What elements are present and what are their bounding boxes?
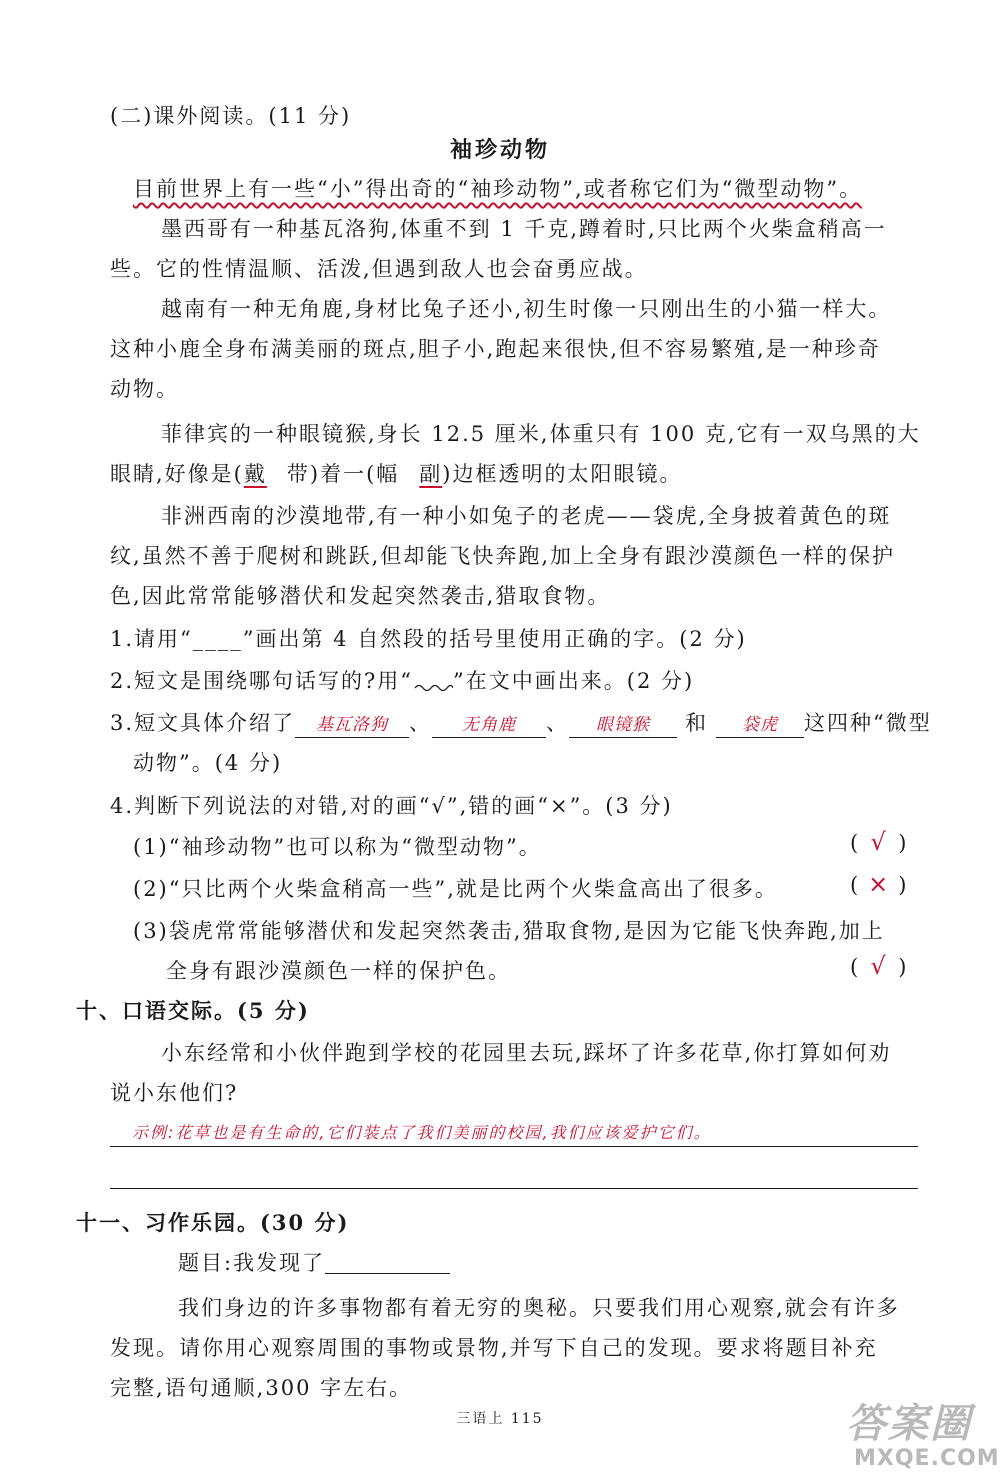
question-2 [110,665,694,695]
q3-answer-3: 眼镜猴 [569,713,677,738]
paragraph-3-line-3: 动物。 [110,377,179,401]
p4-text-b: )着一( [309,462,377,486]
paragraph-3-line-1: 越南有一种无角鹿,身材比兔子还小,初生时像一只刚出生的小猫一样大。 [161,297,892,321]
topic-blank [325,1251,450,1274]
section-10-heading: 十、口语交际。(5 分) [76,998,310,1023]
check-mark-icon: √ [870,952,886,980]
watermark-small-text: MXQE.COM [854,1446,1000,1471]
q2-text-a: 2.短文是围绕哪句话写的?用“ [110,669,414,693]
check-mark-icon: √ [870,828,886,856]
q3-text-a: 3.短文具体介绍了 [110,711,296,735]
answer-line-2 [110,1188,918,1189]
section-10-line-1: 小东经常和小伙伴跑到学校的花园里去玩,踩坏了许多花草,你打算如何劝 [161,1041,892,1065]
section-11-heading: 十一、习作乐园。(30 分) [76,1210,350,1235]
section-11-line-1: 我们身边的许多事物都有着无穷的奥秘。只要我们用心观察,就会有许多 [178,1296,900,1320]
section-11-line-3: 完整,语句通顺,300 字左右。 [110,1376,413,1400]
section-11-line-2: 发现。请你用心观察周围的事物或景物,并写下自己的发现。要求将题目补充 [110,1336,878,1360]
cross-mark-icon: × [868,870,889,898]
paragraph-5-line-3: 色,因此常常能够潜伏和发起突然袭击,猎取食物。 [110,584,611,608]
question-3 [110,707,932,738]
q4-item-3-line-1: (3)袋虎常常能够潜伏和发起突然袭击,猎取食物,是因为它能飞快奔跑,加上 [133,919,885,943]
section-reading-heading: (二)课外阅读。(11 分) [110,104,352,128]
p4-choice-dai: 戴 [243,462,267,486]
q3-text-b: 这四种“微型 [804,711,932,735]
page-footer: 三语上 115 [456,1411,544,1427]
paragraph-4-line-1: 菲律宾的一种眼镜猴,身长 12.5 厘米,体重只有 100 克,它有一双乌黑的大 [161,422,921,446]
topic-sentence-wavy-underline: 目前世界上有一些“小”得出奇的“袖珍动物”,或者称它们为“微型动物”。 [133,177,863,201]
paragraph-4-line-2 [110,458,682,488]
paragraph-2-line-2: 些。它的性情温顺、活泼,但遇到敌人也会奋勇应战。 [110,257,648,281]
p4-text-a: 眼睛,好像是( [110,462,244,486]
paragraph-1 [133,173,862,203]
q2-text-b: ”在文中画出来。(2 分) [453,669,695,693]
p4-choice-dai-alt: 带 [286,462,310,486]
paragraph-5-line-1: 非洲西南的沙漠地带,有一种小如兔子的老虎——袋虎,全身披着黄色的斑 [161,504,892,528]
answer-line-1 [110,1146,918,1147]
q3-answer-2: 无角鹿 [432,713,546,738]
article-title: 袖珍动物 [449,137,550,163]
q3-and: 和 [685,711,709,735]
topic-text: 题目:我发现了 [178,1251,326,1275]
section-10-line-2: 说小东他们? [110,1081,239,1105]
watermark-big-text: 答案圈 [846,1401,972,1447]
watermark-logo [846,1388,1000,1478]
q3-answer-4: 袋虎 [716,713,804,738]
section-11-topic [178,1247,450,1277]
q4-item-3-answer: ( √ ) [850,952,907,980]
section-10-answer: 示例:花草也是有生命的,它们装点了我们美丽的校园,我们应该爱护它们。 [132,1123,712,1142]
wavy-line-sample [413,675,453,687]
p4-choice-fu-alt: 幅 [376,462,400,486]
q4-item-1: (1)“袖珍动物”也可以称为“微型动物”。 [133,835,542,859]
question-3-line-2: 动物”。(4 分) [133,751,283,775]
p4-choice-fu: 副 [419,462,443,486]
paragraph-2-line-1: 墨西哥有一种基瓦洛狗,体重不到 1 千克,蹲着时,只比两个火柴盒稍高一 [161,217,887,241]
q3-sep-2: 、 [546,711,570,735]
paragraph-3-line-2: 这种小鹿全身布满美丽的斑点,胆子小,跑起来很快,但不容易繁殖,是一种珍奇 [110,337,881,361]
p4-text-c: )边框透明的太阳眼镜。 [442,462,683,486]
paragraph-5-line-2: 纹,虽然不善于爬树和跳跃,但却能飞快奔跑,加上全身有跟沙漠颜色一样的保护 [110,544,896,568]
q3-answer-1: 基瓦洛狗 [295,713,409,738]
q4-item-2: (2)“只比两个火柴盒稍高一些”,就是比两个火柴盒高出了很多。 [133,877,778,901]
question-4: 4.判断下列说法的对错,对的画“√”,错的画“×”。(3 分) [110,794,673,818]
q4-item-3-line-2: 全身有跟沙漠颜色一样的保护色。 [166,959,511,983]
q4-item-2-answer: ( × ) [850,870,907,898]
q4-item-1-answer: ( √ ) [850,828,907,856]
q3-sep-1: 、 [409,711,433,735]
question-1: 1.请用“____”画出第 4 自然段的括号里使用正确的字。(2 分) [110,627,747,651]
